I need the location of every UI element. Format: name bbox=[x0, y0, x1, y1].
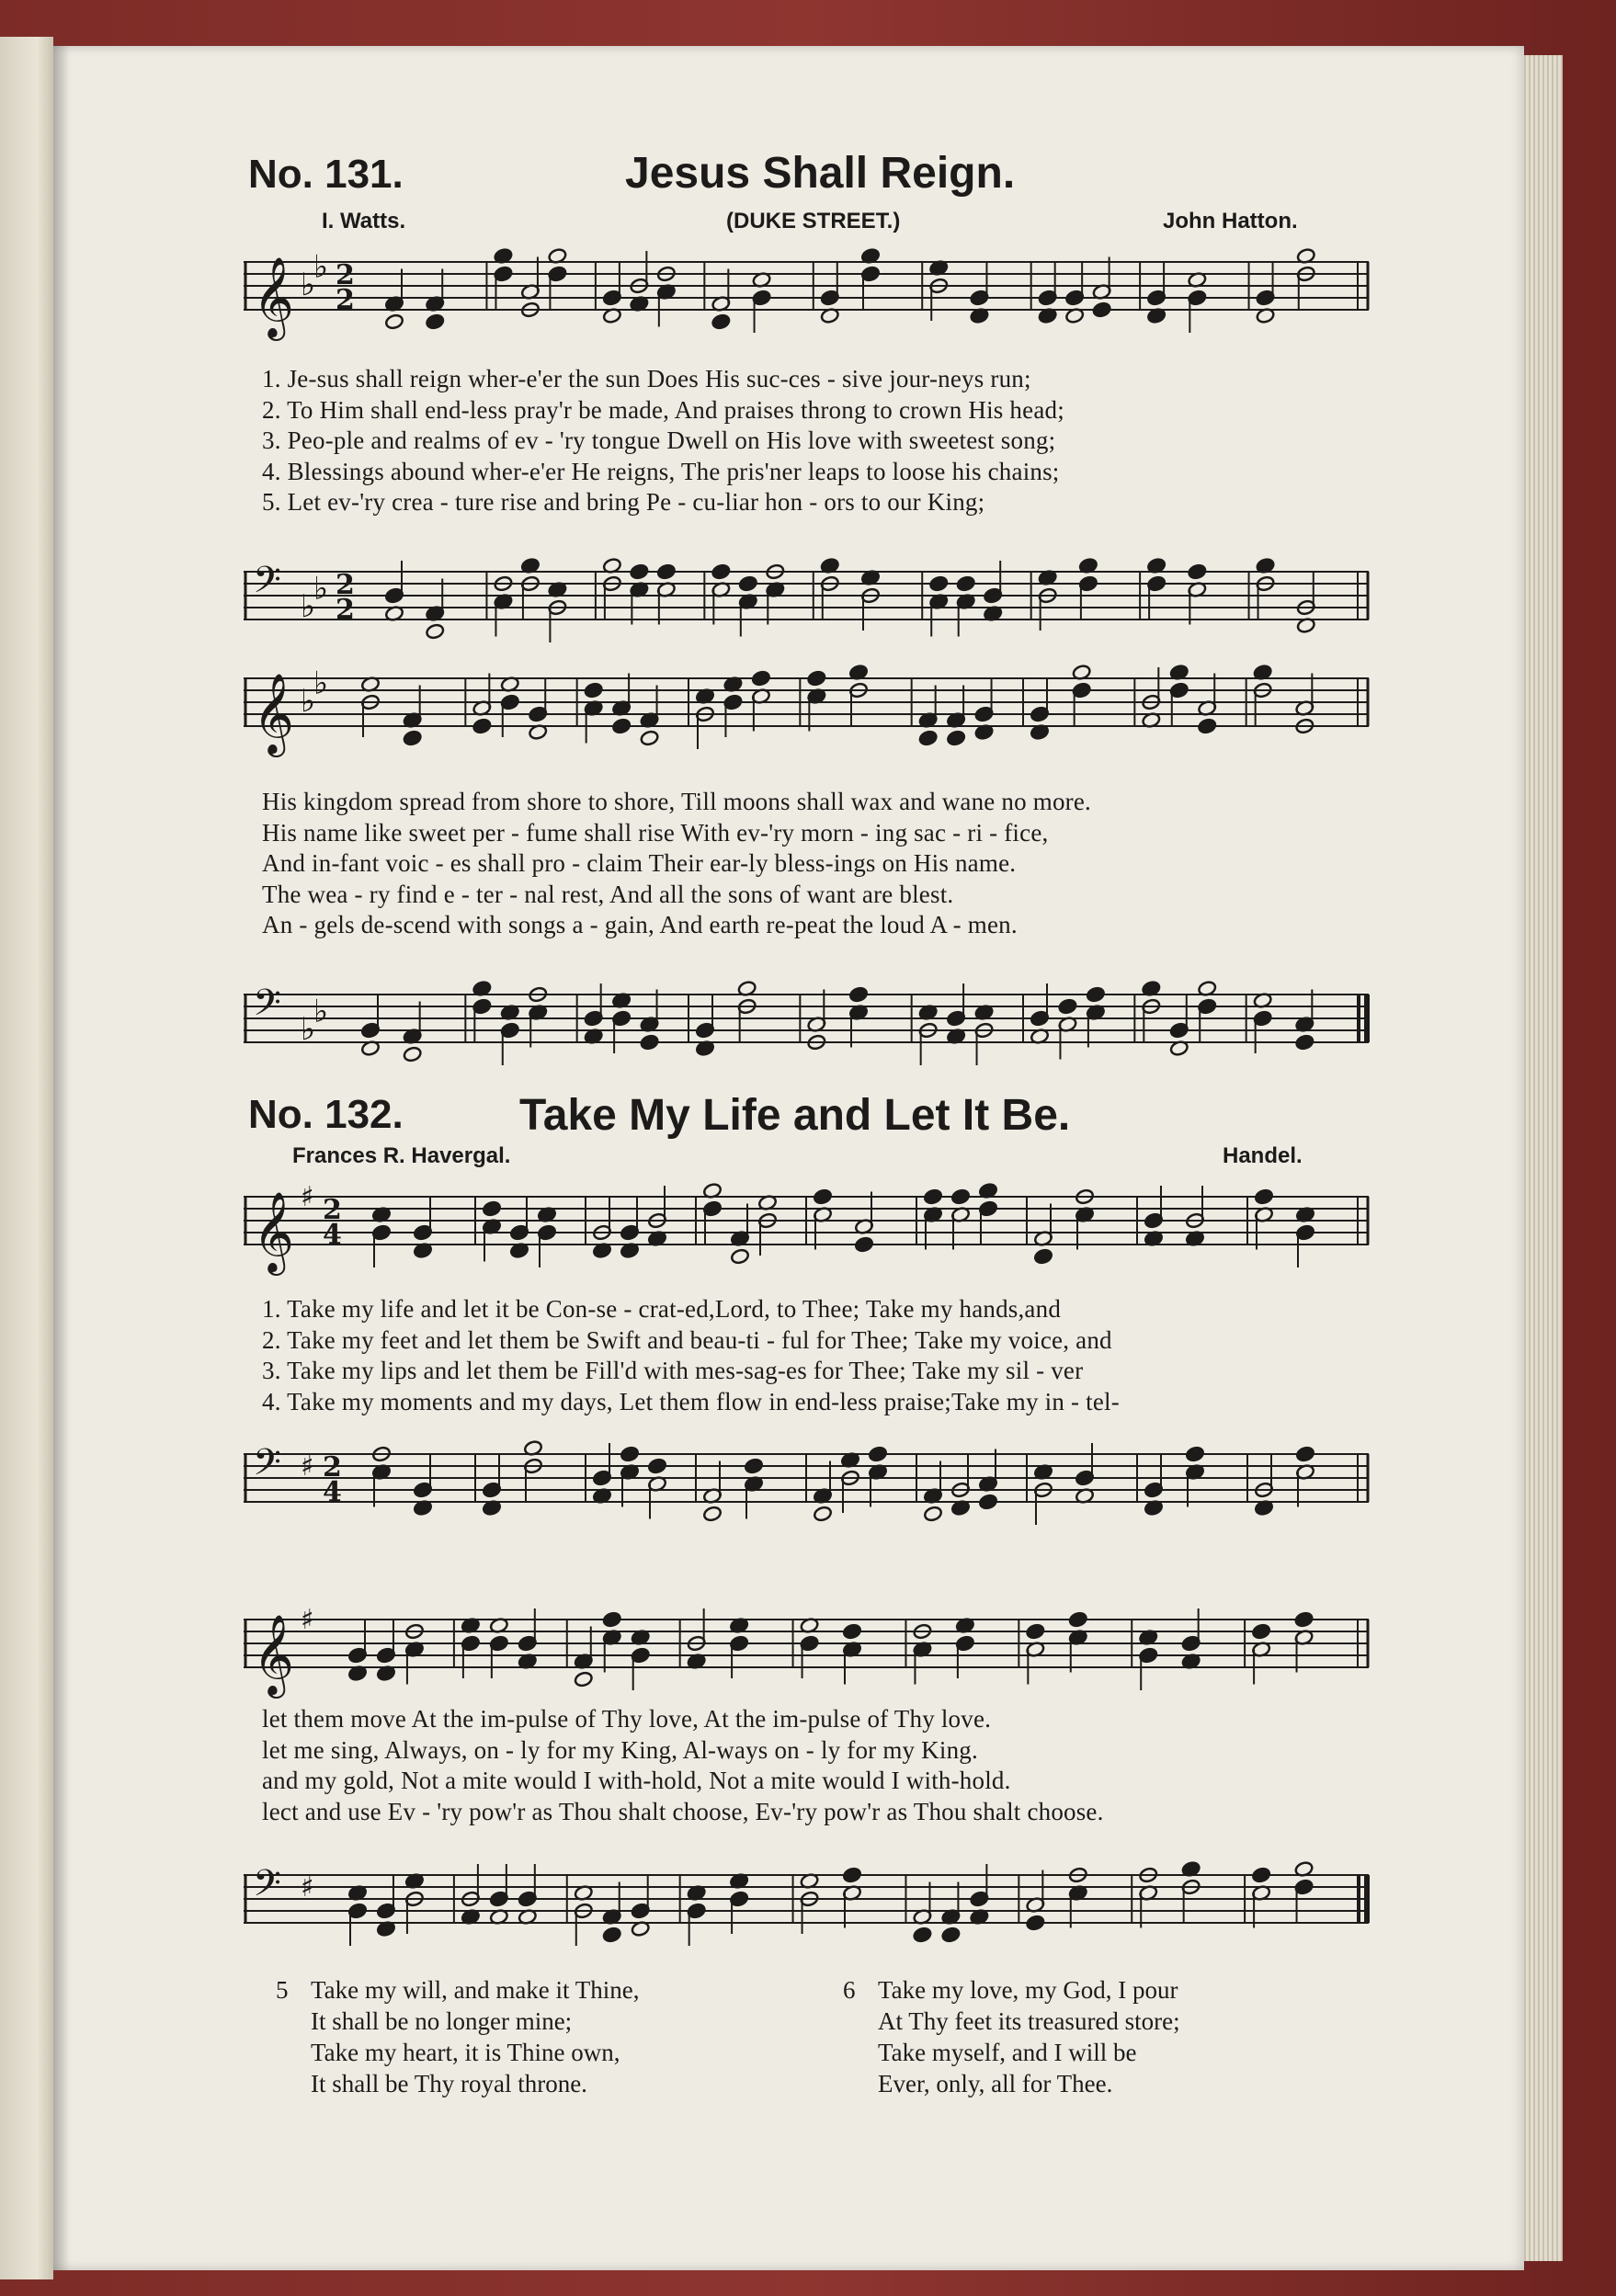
note-head bbox=[1251, 1623, 1270, 1640]
hymn-132-bass-staff-1 bbox=[244, 1426, 1376, 1546]
bass-clef-icon: 𝄢 bbox=[253, 1441, 281, 1493]
note-head bbox=[620, 1446, 639, 1462]
note-head bbox=[950, 1188, 970, 1205]
note-head bbox=[1294, 1611, 1314, 1628]
note-head bbox=[751, 670, 770, 687]
lyric-line: 5. Let ev-'ry crea - ture rise and bring Pe - cu-liar hon - ors to our King; bbox=[262, 488, 985, 516]
flat-icon: ♭ bbox=[301, 267, 316, 303]
note-head bbox=[602, 1927, 621, 1943]
hymn-131-tune: (DUKE STREET.) bbox=[726, 209, 901, 233]
note-head bbox=[1295, 1034, 1314, 1051]
note-head bbox=[640, 1034, 659, 1051]
sharp-icon: ♯ bbox=[301, 1871, 314, 1904]
hymn-132-number: No. 132. bbox=[248, 1092, 404, 1137]
note-head bbox=[923, 1188, 942, 1205]
bass-clef-icon: 𝄢 bbox=[253, 1862, 281, 1914]
note-head bbox=[913, 1927, 932, 1943]
page-stack-edges bbox=[1521, 55, 1563, 2261]
flat-icon: ♭ bbox=[301, 1011, 316, 1048]
lyric-line: let me sing, Always, on - ly for my King, Al-ways on - ly for my King. bbox=[262, 1735, 978, 1764]
verse-6 bbox=[843, 1976, 1358, 2101]
note-head bbox=[807, 670, 826, 687]
note-head bbox=[813, 1188, 832, 1205]
lyric-line: And in-fant voic - es shall pro - claim Their ear-ly bless-ings on His name. bbox=[262, 849, 1017, 877]
note-head bbox=[602, 1611, 621, 1628]
verse-line: Take my love, my God, I pour bbox=[878, 1976, 1178, 2004]
hymn-132-bass-staff-2 bbox=[244, 1847, 1376, 1967]
note-head bbox=[1188, 563, 1207, 580]
sharp-icon: ♯ bbox=[301, 1181, 314, 1213]
note-head bbox=[978, 1494, 997, 1510]
time-signature-numerator: 2 bbox=[323, 1451, 342, 1483]
verse-line: At Thy feet its treasured store; bbox=[878, 2007, 1180, 2035]
lyric-line: let them move At the im-pulse of Thy love, At the im-pulse of Thy love. bbox=[262, 1705, 992, 1733]
lyric-line: 1. Take my life and let it be Con-se - crat-ed,Lord, to Thee; Take my hands,and bbox=[262, 1295, 1062, 1323]
hymn-132-treble-staff-2 bbox=[244, 1592, 1376, 1711]
treble-clef-icon: 𝄞 bbox=[253, 1190, 294, 1272]
time-signature-denominator: 2 bbox=[336, 594, 355, 626]
lyric-line: 3. Take my lips and let them be Fill'd with mes-sag-es for Thee; Take my sil - ver bbox=[262, 1357, 1084, 1384]
note-head bbox=[656, 563, 676, 580]
note-head bbox=[1026, 1915, 1045, 1931]
staff-svg bbox=[244, 1426, 1376, 1546]
hymn-131-treble-staff-2 bbox=[244, 651, 1376, 770]
staff-svg bbox=[244, 1169, 1376, 1289]
hymn-132-author: Frances R. Havergal. bbox=[292, 1143, 511, 1168]
hymn-131-title: Jesus Shall Reign. bbox=[625, 149, 1016, 198]
time-signature-numerator: 2 bbox=[323, 1194, 342, 1226]
hymn-131-bass-staff-2 bbox=[244, 967, 1376, 1086]
hymn-131-lyrics-2 bbox=[262, 788, 1365, 942]
note-head bbox=[854, 1236, 873, 1253]
verse-5 bbox=[276, 1976, 791, 2101]
lyric-line: 2. Take my feet and let them be Swift and beau-ti - ful for Thee; Take my voice, and bbox=[262, 1325, 1112, 1354]
note-head bbox=[923, 1506, 942, 1522]
left-page-edge bbox=[0, 37, 53, 2279]
note-head bbox=[1251, 1867, 1270, 1883]
time-signature-denominator: 4 bbox=[323, 1219, 342, 1251]
note-head bbox=[711, 313, 731, 330]
hymn-131-author: I. Watts. bbox=[322, 209, 406, 233]
note-head bbox=[842, 1867, 861, 1883]
page-gutter-shadow bbox=[53, 46, 70, 2270]
note-head bbox=[1295, 1446, 1314, 1462]
staff-svg bbox=[244, 651, 1376, 770]
flat-icon: ♭ bbox=[313, 248, 329, 286]
note-head bbox=[941, 1927, 961, 1943]
time-signature-numerator: 2 bbox=[336, 569, 355, 601]
note-head bbox=[403, 1046, 422, 1063]
hymn-131-lyrics-1 bbox=[262, 365, 1365, 519]
note-head bbox=[711, 563, 731, 580]
flat-icon: ♭ bbox=[301, 683, 316, 720]
lyric-line: 3. Peo-ple and realms of ev - 'ry tongue Dwell on His love with sweetest song; bbox=[262, 426, 1056, 454]
lyric-line: An - gels de-scend with songs a - gain, And earth re-peat the loud A - men. bbox=[262, 911, 1018, 938]
flat-icon: ♭ bbox=[313, 665, 329, 702]
lyric-line: 1. Je-sus shall reign wher-e'er the sun Does His suc-ces - sive jour-neys run; bbox=[262, 365, 1031, 392]
bass-clef-icon: 𝄢 bbox=[253, 982, 281, 1033]
note-head bbox=[842, 1623, 861, 1640]
lyric-line: The wea - ry find e - ter - nal rest, And all the sons of want are blest. bbox=[262, 880, 954, 908]
time-signature-denominator: 4 bbox=[323, 1476, 342, 1508]
note-head bbox=[640, 730, 659, 746]
staff-svg bbox=[244, 1847, 1376, 1967]
verse-line: Take myself, and I will be bbox=[878, 2039, 1137, 2066]
note-head bbox=[946, 730, 965, 746]
lyric-line: and my gold, Not a mite would I with-hold, Not a mite would I with-hold. bbox=[262, 1767, 1011, 1794]
lyric-line: 2. To Him shall end-less pray'r be made, And praises throng to crown His head; bbox=[262, 395, 1064, 424]
staff-svg bbox=[244, 1592, 1376, 1711]
note-head bbox=[848, 986, 868, 1003]
note-head bbox=[384, 313, 404, 330]
note-head bbox=[584, 682, 603, 699]
verse-number: 5 bbox=[276, 1976, 289, 2004]
note-head bbox=[472, 718, 492, 734]
hymn-131-bass-staff-1 bbox=[244, 544, 1376, 664]
verse-line: It shall be no longer mine; bbox=[311, 2007, 573, 2035]
note-head bbox=[426, 313, 445, 330]
sharp-icon: ♯ bbox=[301, 1450, 314, 1483]
note-head bbox=[1033, 1248, 1053, 1265]
note-head bbox=[482, 1200, 501, 1217]
verse-number: 6 bbox=[843, 1976, 856, 2004]
staff-svg bbox=[244, 544, 1376, 664]
hymn-131-composer: John Hatton. bbox=[1163, 209, 1298, 233]
note-head bbox=[744, 1458, 763, 1474]
treble-clef-icon: 𝄞 bbox=[253, 1613, 294, 1695]
hymn-131-treble-staff-1 bbox=[244, 234, 1376, 354]
flat-icon: ♭ bbox=[313, 570, 329, 608]
note-head bbox=[929, 575, 949, 592]
hymn-132-title: Take My Life and Let It Be. bbox=[519, 1091, 1071, 1140]
staff-svg bbox=[244, 234, 1376, 354]
time-signature-numerator: 2 bbox=[336, 259, 355, 291]
note-head bbox=[1026, 1623, 1045, 1640]
hymn-132-treble-staff-1 bbox=[244, 1169, 1376, 1289]
note-head bbox=[630, 563, 649, 580]
lyric-line: 4. Blessings abound wher-e'er He reigns, The pris'ner leaps to loose his chains; bbox=[262, 457, 1060, 485]
note-head bbox=[738, 575, 757, 592]
note-head bbox=[647, 1458, 666, 1474]
note-head bbox=[1198, 718, 1217, 734]
sharp-icon: ♯ bbox=[301, 1604, 314, 1636]
time-signature-denominator: 2 bbox=[336, 284, 355, 316]
note-head bbox=[426, 623, 445, 640]
hymn-132-composer: Handel. bbox=[1223, 1143, 1303, 1168]
note-head bbox=[730, 1248, 749, 1265]
verse-line: It shall be Thy royal throne. bbox=[311, 2070, 587, 2097]
lyric-line: 4. Take my moments and my days, Let them flow in end-less praise;Take my in - tel- bbox=[262, 1387, 1120, 1415]
staff-svg bbox=[244, 967, 1376, 1086]
lyric-line: His name like sweet per - fume shall rise With ev-'ry morn - ing sac - ri - fice, bbox=[262, 818, 1049, 847]
note-head bbox=[403, 730, 422, 746]
verse-line: Ever, only, all for Thee. bbox=[878, 2070, 1113, 2097]
flat-icon: ♭ bbox=[313, 993, 329, 1030]
note-head bbox=[611, 718, 631, 734]
note-head bbox=[868, 1446, 887, 1462]
note-head bbox=[1058, 998, 1077, 1015]
treble-clef-icon: 𝄞 bbox=[253, 256, 294, 337]
note-head bbox=[918, 730, 938, 746]
treble-clef-icon: 𝄞 bbox=[253, 672, 294, 754]
note-head bbox=[1086, 986, 1105, 1003]
flat-icon: ♭ bbox=[301, 588, 316, 625]
verse-line: Take my heart, it is Thine own, bbox=[311, 2039, 620, 2066]
note-head bbox=[813, 1506, 832, 1522]
note-head bbox=[1068, 1611, 1087, 1628]
note-head bbox=[1185, 1446, 1204, 1462]
note-head bbox=[574, 1671, 593, 1688]
lyric-line: lect and use Ev - 'ry pow'r as Thou shalt choose, Ev-'ry pow'r as Thou shalt choose. bbox=[262, 1797, 1104, 1825]
note-head bbox=[1092, 301, 1111, 318]
hymn-132-lyrics-1 bbox=[262, 1295, 1365, 1418]
note-head bbox=[1254, 1188, 1273, 1205]
note-head bbox=[702, 1506, 722, 1522]
hymn-131-number: No. 131. bbox=[248, 152, 404, 197]
hymn-132-lyrics-2 bbox=[262, 1705, 1365, 1828]
bass-clef-icon: 𝄢 bbox=[253, 559, 281, 610]
note-head bbox=[956, 575, 975, 592]
lyric-line: His kingdom spread from shore to shore, Till moons shall wax and wane no more. bbox=[262, 788, 1091, 815]
verse-line: Take my will, and make it Thine, bbox=[311, 1976, 640, 2004]
